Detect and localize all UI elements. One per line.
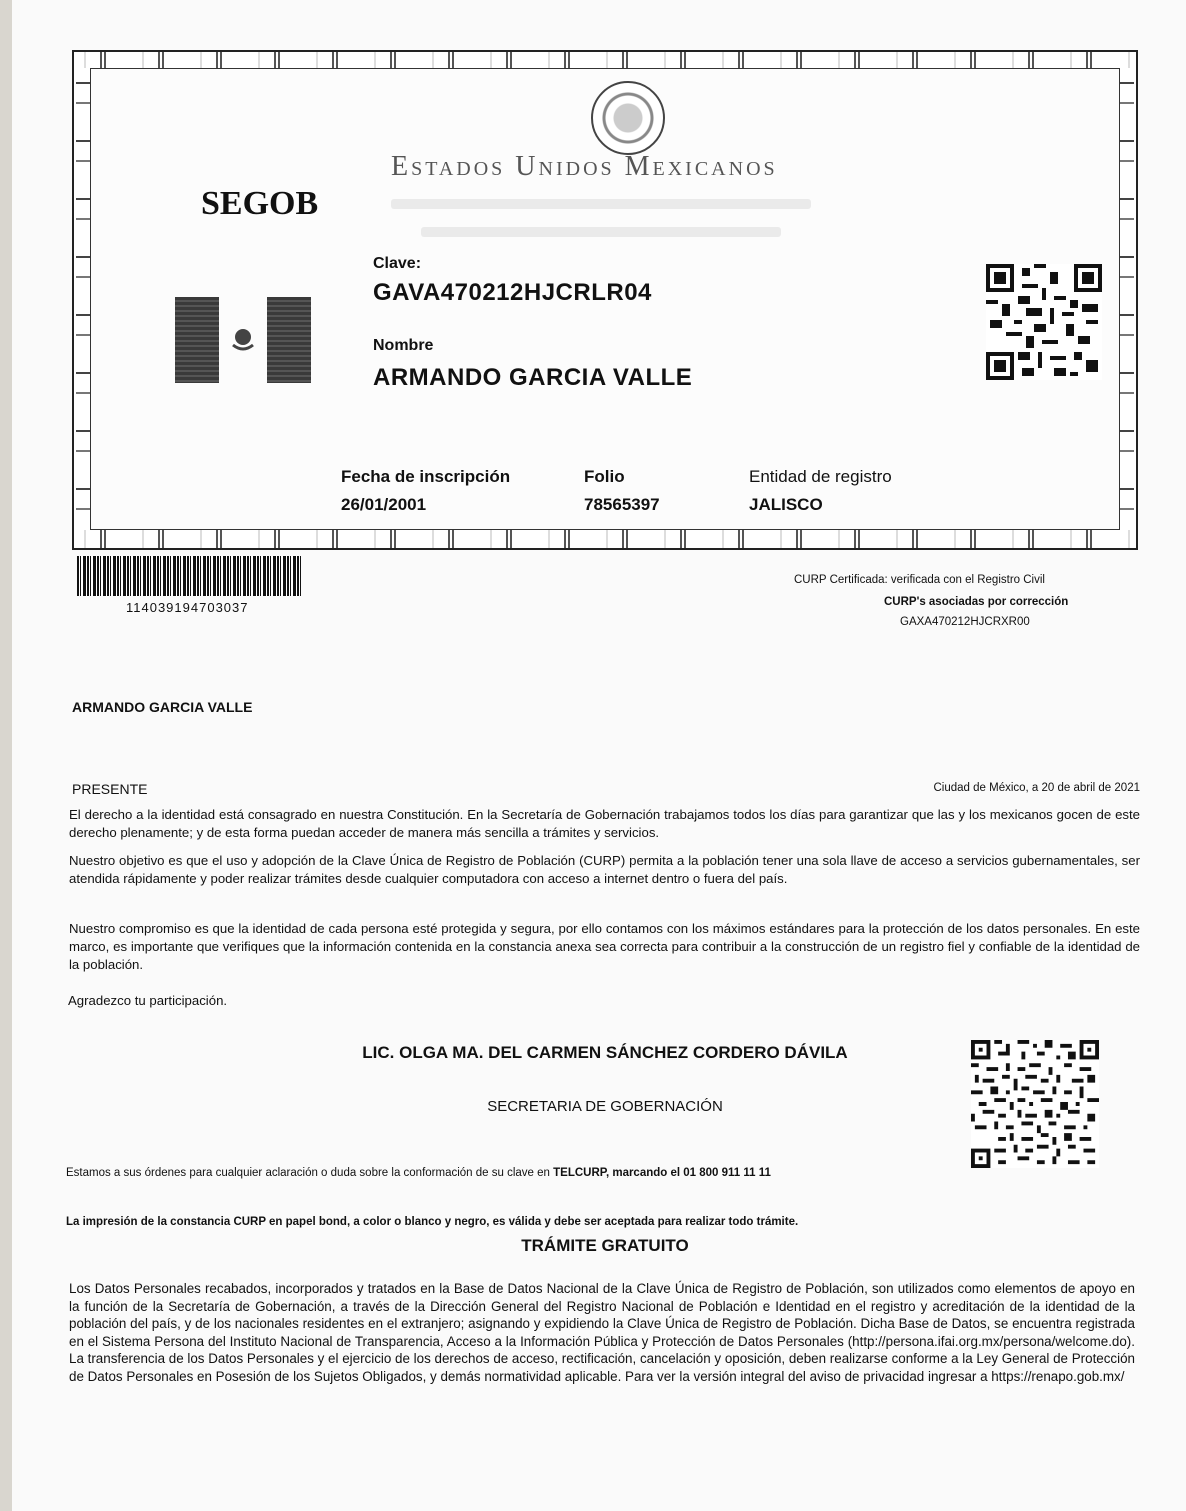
card-border-right bbox=[1120, 68, 1134, 530]
barcode-icon bbox=[77, 556, 301, 596]
presente: PRESENTE bbox=[72, 781, 148, 797]
clave-value: GAVA470212HJCRLR04 bbox=[373, 279, 652, 306]
entidad-label: Entidad de registro bbox=[749, 467, 892, 486]
contact-line bbox=[66, 1167, 771, 1179]
nombre-label: Nombre bbox=[373, 337, 434, 354]
certification-line: CURP Certificada: verificada con el Registro Civil bbox=[794, 574, 1045, 586]
thanks: Agradezco tu participación. bbox=[68, 993, 228, 1008]
folio-value: 78565397 bbox=[584, 495, 660, 514]
fecha-value: 26/01/2001 bbox=[341, 495, 427, 514]
validity-note: La impresión de la constancia CURP en papel bond, a color o blanco y negro, es válida y debe ser aceptada para realizar todo trámite. bbox=[66, 1216, 799, 1228]
country-title: Estados Unidos Mexicanos bbox=[391, 151, 778, 182]
entidad-value: JALISCO bbox=[749, 495, 823, 514]
curp-card bbox=[72, 50, 1138, 550]
contact-prefix: Estamos a sus órdenes para cualquier aclaración o duda sobre la conformación de su clave en bbox=[66, 1167, 554, 1179]
free-procedure: TRÁMITE GRATUITO bbox=[521, 1236, 689, 1255]
faded-line bbox=[391, 199, 811, 209]
faded-line bbox=[421, 227, 781, 237]
paragraph-2: Nuestro objetivo es que el uso y adopción de la Clave Única de Registro de Población (CURP) permita a la población tener una sola llave de acceso a servicios gubernamentales, ser atendida rápidamente y poder realizar trámites desde cualquier computadora con acceso a internet dentro o fuera del país. bbox=[69, 853, 1140, 886]
paragraph-3: Nuestro compromiso es que la identidad de cada persona esté protegida y segura, por ello contamos con los máximos estándares para la protección de los datos personales. En este marco, es importante que verifiques que la información contenida en la constancia anexa sea correcta para contribuir a la construcción de un registro fiel y confiable de la identidad de la población. bbox=[69, 921, 1140, 972]
clave-label: Clave: bbox=[373, 255, 422, 272]
card-inner bbox=[90, 68, 1120, 530]
associated-curp-label: CURP's asociadas por corrección bbox=[884, 596, 1069, 608]
card-border-left bbox=[76, 68, 90, 530]
nombre-value: ARMANDO GARCIA VALLE bbox=[373, 364, 693, 391]
signer-title: SECRETARIA DE GOBERNACIÓN bbox=[487, 1098, 723, 1115]
contact-phone: TELCURP, marcando el 01 800 911 11 11 bbox=[553, 1167, 771, 1179]
addressee: ARMANDO GARCIA VALLE bbox=[72, 699, 253, 715]
qr-code-icon bbox=[986, 264, 1102, 380]
qr-code-icon bbox=[971, 1040, 1099, 1168]
barcode-number: 114039194703037 bbox=[126, 600, 249, 615]
associated-curp-value: GAXA470212HJCRXR00 bbox=[900, 616, 1030, 628]
privacy-notice: Los Datos Personales recabados, incorporados y tratados en la Base de Datos Nacional de la Clave Única de Registro de Población, son utilizados como elementos de apoyo en la función de la Secretaría de Gobernación, a través de la Dirección General del Registro Nacional de Población e Identidad en el registro y acreditación de la identidad de la población del país, y de los nacionales residentes en el extranjero; asignando y expidiendo la Clave Única de Registro de Población. Dicha Base de Datos, se encuentra registrada en el Sistema Persona del Instituto Nacional de Transparencia, Acceso a la Información Pública y Protección de Datos Personales (http://persona.ifai.org.mx/persona/welcome.do). La transferencia de los Datos Personales y el ejercicio de los derechos de acceso, rectificación, cancelación y oposición, deben realizarse conforme a la Ley General de Protección de Datos Personales en Posesión de los Sujetos Obligados, y demás normatividad aplicable. Para ver la versión integral del aviso de privacidad ingresar a https://renapo.gob.mx/ bbox=[69, 1281, 1135, 1384]
folio-label: Folio bbox=[584, 467, 625, 486]
mexico-flag-icon bbox=[175, 297, 311, 383]
paragraph-1: El derecho a la identidad está consagrado en nuestra Constitución. En la Secretaría de Gobernación trabajamos todos los días para garantizar que las y los mexicanos gocen de este derecho plenamente; y de esta forma puedan acceder de manera más sencilla a trámites y servicios. bbox=[69, 807, 1140, 840]
fecha-label: Fecha de inscripción bbox=[341, 467, 511, 486]
place-date: Ciudad de México, a 20 de abril de 2021 bbox=[933, 782, 1140, 794]
signer-name: LIC. OLGA MA. DEL CARMEN SÁNCHEZ CORDERO DÁVILA bbox=[362, 1043, 848, 1062]
national-emblem-icon bbox=[591, 81, 665, 155]
agency-name: SEGOB bbox=[201, 185, 319, 222]
